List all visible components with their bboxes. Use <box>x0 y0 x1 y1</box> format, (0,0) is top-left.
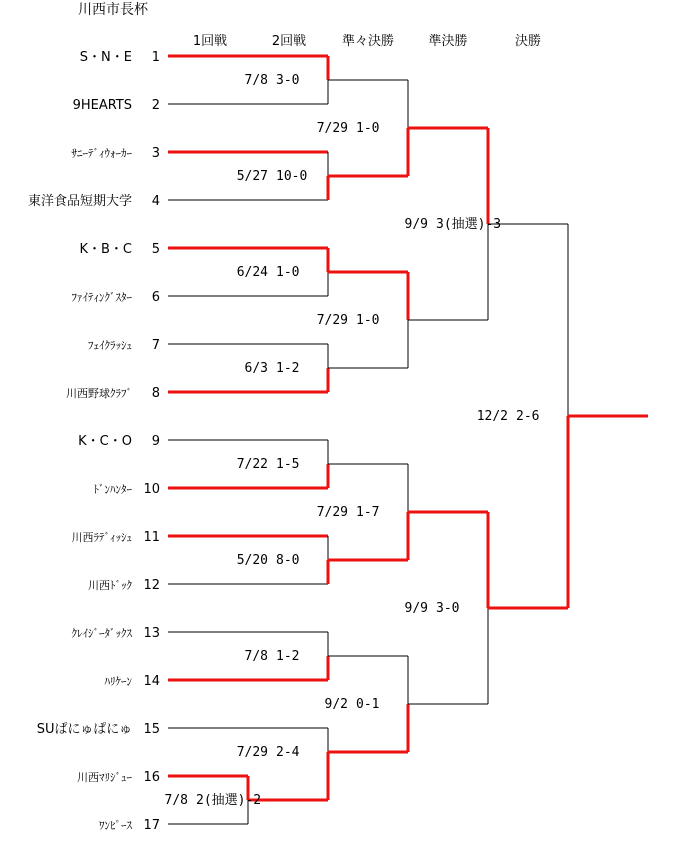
team-name: 東洋食品短期大学 <box>27 194 132 209</box>
match-result-r2f <box>237 553 300 568</box>
team-name: K・C・O <box>78 434 132 449</box>
match-score: 1-2 <box>276 361 300 376</box>
team-seed: 2 <box>151 98 160 113</box>
match-score: 1-7 <box>356 505 380 520</box>
match-score: 3-0 <box>276 73 300 88</box>
round-header-final: 決勝 <box>514 34 542 49</box>
match-date: 5/20 <box>236 553 268 568</box>
team-seed: 16 <box>143 770 160 785</box>
match-date: 5/27 <box>236 169 268 184</box>
round-header-quarterfinal: 準々決勝 <box>341 34 395 49</box>
team-seed: 7 <box>151 338 160 353</box>
match-result-r2b <box>237 169 308 184</box>
team-name: 川西ﾄﾞｯｸ <box>88 579 132 592</box>
team-name: ｸﾚｲｼﾞｰﾀﾞｯｸｽ <box>71 627 132 640</box>
match-score: 3-0 <box>436 601 460 616</box>
team-seed: 11 <box>143 530 160 545</box>
team-name: 9HEARTS <box>72 98 132 113</box>
team-seed: 14 <box>143 674 160 689</box>
team-seed: 6 <box>151 290 160 305</box>
team-seed: 12 <box>143 578 160 593</box>
match-score: 1-0 <box>276 265 300 280</box>
match-score: 2-4 <box>276 745 300 760</box>
match-date: 7/22 <box>236 457 268 472</box>
team-name: ｻﾆｰﾃﾞｨｳｫｰｶｰ <box>71 147 132 160</box>
match-date: 7/29 <box>316 313 348 328</box>
match-score: 1-2 <box>276 649 300 664</box>
team-seed: 10 <box>143 482 160 497</box>
match-score: 0-1 <box>356 697 380 712</box>
match-result-qfa <box>317 121 380 136</box>
match-result-r2c <box>237 265 300 280</box>
match-date: 7/8 <box>164 793 188 808</box>
match-score: 8-0 <box>276 553 300 568</box>
team-name: 川西ﾏﾘｼﾞｭｰ <box>77 771 132 784</box>
match-result-r2d <box>245 361 300 376</box>
round-header-2: 2回戦 <box>271 34 307 49</box>
match-date: 9/9 <box>404 217 428 232</box>
round-header-semifinal: 準決勝 <box>428 34 468 49</box>
match-result-r2g <box>245 649 300 664</box>
team-seed: 9 <box>151 434 160 449</box>
team-seed: 8 <box>151 386 160 401</box>
match-result-qfd <box>325 697 380 712</box>
match-score: 2-6 <box>516 409 540 424</box>
match-date: 7/8 <box>244 649 268 664</box>
tournament-title: 川西市長杯 <box>78 2 148 18</box>
match-result-r2h <box>237 745 300 760</box>
match-result-r2e <box>237 457 300 472</box>
match-result-qfb <box>317 313 380 328</box>
team-name: ﾊﾘｹｰﾝ <box>104 675 132 688</box>
team-seed: 13 <box>143 626 160 641</box>
round-headers <box>193 33 541 49</box>
match-result-r1 <box>165 792 262 808</box>
team-seed: 5 <box>151 242 160 257</box>
match-result-sfa <box>405 216 502 232</box>
team-name: ﾄﾞﾝﾊﾝﾀｰ <box>93 483 132 496</box>
match-score: 1-5 <box>276 457 300 472</box>
team-seed: 17 <box>143 818 160 833</box>
match-date: 9/2 <box>324 697 348 712</box>
team-name: 川西ﾗﾃﾞｨｯｼｭ <box>71 531 132 544</box>
team-seed: 1 <box>151 50 160 65</box>
match-date: 7/29 <box>316 505 348 520</box>
match-date: 7/29 <box>236 745 268 760</box>
team-seed: 15 <box>143 722 160 737</box>
round-header-1: 1回戦 <box>192 34 228 49</box>
team-name: SUぱにゅぱにゅ <box>36 722 132 737</box>
match-result-qfc <box>317 505 380 520</box>
team-name: K・B・C <box>79 242 132 257</box>
team-name: ﾌｪｲｸﾗｯｼｭ <box>88 339 132 352</box>
match-score: 10-0 <box>276 169 308 184</box>
match-date: 12/2 <box>476 409 508 424</box>
match-score: 1-0 <box>356 121 380 136</box>
match-result-r2a <box>245 73 300 88</box>
match-score: 3(抽選)-3 <box>436 217 502 232</box>
team-name: S・N・E <box>79 50 132 65</box>
team-seed: 3 <box>151 146 160 161</box>
team-list <box>28 50 160 833</box>
match-date: 6/3 <box>244 361 268 376</box>
team-seed: 4 <box>151 194 160 209</box>
team-name: ﾜﾝﾋﾟｰｽ <box>99 819 132 832</box>
match-result-sfb <box>405 601 460 616</box>
match-date: 6/24 <box>236 265 268 280</box>
match-score: 1-0 <box>356 313 380 328</box>
match-date: 7/8 <box>244 73 268 88</box>
match-result-final <box>477 409 540 424</box>
match-score: 2(抽選)-2 <box>196 793 262 808</box>
team-name: ﾌｧｲﾃｨﾝｸﾞｽﾀｰ <box>71 291 132 304</box>
team-name: 川西野球ｸﾗﾌﾞ <box>66 387 132 400</box>
match-date: 7/29 <box>316 121 348 136</box>
match-date: 9/9 <box>404 601 428 616</box>
